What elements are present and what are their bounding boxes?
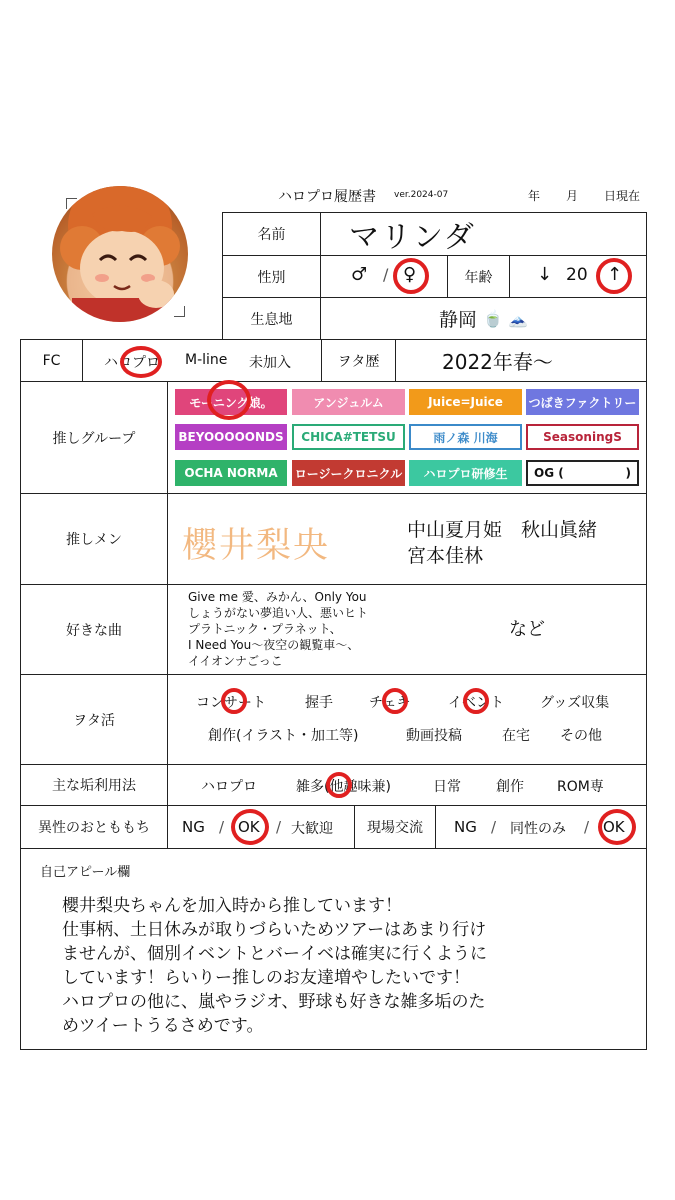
name-value-cell [320,212,647,256]
meetup-slash4: / [584,818,590,836]
relations-ok[interactable]: OK [238,818,260,836]
age-label-cell [447,255,510,298]
group-tag-rosy-chronicle[interactable] [292,460,405,486]
members-label-cell [20,493,168,585]
usage-zatta[interactable]: 雑多(他趣味兼) [296,779,391,795]
group-tag-label: 雨ノ森 川海 [433,430,498,445]
name-value: マリンダ [349,220,476,255]
activity-other[interactable]: その他 [560,728,602,744]
relations-slash1: / [219,818,225,836]
group-tag-tsubaki-factory[interactable] [526,389,639,415]
appeal-line: 櫻井梨央ちゃんを加入時から推しています！ [62,896,402,916]
activities-value-cell [167,674,647,765]
song-line: Give me 愛、みかん、Only You [188,590,367,604]
appeal-line: ませんが、個別イベントとバーイベは確実に行くように [62,944,487,964]
activity-event[interactable]: イベント [448,695,504,711]
activity-creation[interactable]: 創作(イラスト・加工等) [208,728,359,744]
group-tag-amenomori-kawaumi[interactable] [409,424,522,450]
group-tag-label: ハロプロ研修生 [423,466,508,481]
activity-video[interactable]: 動画投稿 [406,728,462,744]
habitat-value: 静岡 [439,309,478,331]
fc-option-none[interactable]: 未加入 [249,355,291,371]
song-line: プラトニック・プラネット、 [188,622,342,636]
group-tag-label: OG ( [534,466,564,480]
meetup-label-cell [354,805,436,849]
members-others-line2: 宮本佳林 [407,545,484,567]
usage-label: 主な垢利用法 [52,778,136,794]
activity-goods[interactable]: グッズ収集 [540,695,610,711]
relations-label-cell [20,805,168,849]
date-month: 月 [566,189,579,203]
group-tag-label: Juice=Juice [428,395,503,409]
avatar-corner-right [174,306,185,317]
group-tag-seasonings[interactable] [526,424,639,450]
usage-rom[interactable]: ROM専 [557,779,604,795]
relations-slash2: / [276,818,282,836]
fc-label: FC [42,352,61,369]
activity-handshake[interactable]: 握手 [305,695,333,711]
age-down-arrow[interactable]: ↓ [537,264,553,285]
group-tag-hello-pro-kenshuusei[interactable] [409,460,522,486]
activity-home[interactable]: 在宅 [502,728,530,744]
appeal-line: めツイートうるさめです。 [62,1016,264,1036]
appeal-line: ハロプロの他に、嵐やラジオ、野球も好きな雑多垢のた [62,992,486,1012]
song-line: しょうがない夢追い人、悪いヒト [188,606,369,620]
usage-daily[interactable]: 日常 [433,779,461,795]
group-tag-label: つばきファクトリー [528,395,637,410]
selection-circle-group-morning [207,380,251,420]
groups-label: 推しグループ [52,430,136,447]
members-main: 櫻井梨央 [182,526,331,566]
gender-label: 性別 [257,269,286,286]
relations-welcome[interactable]: 大歓迎 [291,821,333,837]
gender-male-option[interactable]: ♂ [351,264,368,285]
gender-female-option[interactable]: ♀ [403,264,417,285]
group-tag-label: アンジュルム [313,395,384,410]
group-tag-label: SeasoningS [543,430,622,444]
group-tag-angerme[interactable] [292,389,405,415]
activity-cheki[interactable]: チェキ [369,695,411,711]
selection-circle-meetup-ok [598,809,636,845]
songs-label: 好きな曲 [66,622,122,639]
habitat-label-cell [222,297,321,340]
name-label-cell [222,212,321,256]
usage-label-cell [20,764,168,806]
relations-ng[interactable]: NG [182,818,205,836]
habitat-label: 生息地 [250,311,293,328]
age-value: 20 [566,265,588,285]
selection-circle-event [463,688,489,714]
activity-concert[interactable]: コンサート [196,695,266,711]
selection-circle-age-up [596,258,632,294]
age-up-arrow[interactable]: ↑ [607,264,623,285]
date-suffix: 日現在 [604,189,641,203]
meetup-slash3: / [491,818,497,836]
fc-option-hello-pro[interactable]: ハロプロ [104,355,160,371]
habitat-value-cell [320,297,647,340]
selection-circle-zatta [326,772,352,798]
wota-history-label-cell [321,339,396,382]
meetup-label: 現場交流 [367,820,423,836]
group-tag-chica-tetsu[interactable] [292,424,405,450]
selection-circle-cheki [382,688,408,714]
activities-label: ヲタ活 [73,712,115,729]
groups-label-cell [20,381,168,494]
activities-label-cell [20,674,168,765]
page-title: ハロプロ履歴書 [278,189,376,205]
habitat-icons: 🍵 🗻 [483,309,528,328]
date-year: 年 [528,189,541,203]
wota-history-value-cell [395,339,647,382]
members-others-line1: 中山夏月姫 秋山眞緒 [407,519,598,541]
selection-circle-concert [221,688,247,714]
songs-label-cell [20,584,168,675]
group-tag-beyooooonds[interactable] [175,424,287,450]
gender-slash: / [383,265,389,284]
selection-circle-relations-ok [231,809,269,845]
group-tag-juice-juice[interactable] [409,389,522,415]
name-label: 名前 [257,227,286,243]
selection-circle-fc [120,346,162,378]
avatar-corner-left [66,198,77,209]
songs-etc: など [509,619,545,640]
meetup-ng[interactable]: NG [454,818,477,836]
group-tag-label: OCHA NORMA [184,466,278,480]
appeal-label: 自己アピール欄 [40,865,131,880]
wota-history-label: ヲタ歴 [337,353,380,370]
age-label: 年齢 [464,269,493,286]
appeal-line: 仕事柄、土日休みが取りづらいためツアーはあまり行け [62,920,487,940]
meetup-ok[interactable]: OK [603,818,625,836]
selection-circle-female [393,258,429,294]
group-tag-label: モーニング娘。 [189,395,273,410]
fc-label-cell [20,339,83,382]
group-tag-label: BEYOOOOONDS [178,430,284,444]
relations-label: 異性のおともも​ち [38,820,150,836]
version-label: ver.2024-07 [394,190,449,200]
group-tag-label: ロージークロニクル [294,466,403,481]
group-tag-label: CHICA#TETSU [301,430,396,444]
group-tag-og[interactable] [526,460,639,486]
members-label: 推しメン [66,532,122,548]
song-line: I Need You〜夜空の観覧車〜、 [188,638,360,652]
usage-hello-pro[interactable]: ハロプロ [201,779,257,795]
meetup-same-only[interactable]: 同性のみ [510,821,566,837]
song-line: イイオンナごっこ [188,654,283,668]
og-close-paren: ) [625,466,631,480]
gender-label-cell [222,255,321,298]
fc-option-m-line[interactable]: M-line [185,352,228,368]
appeal-line: しています！らいりー推しのお友達増やしたいです！ [62,968,470,988]
group-tag-ocha-norma[interactable] [175,460,287,486]
usage-creation[interactable]: 創作 [496,779,524,795]
wota-history-value: 2022年春〜 [442,350,553,374]
